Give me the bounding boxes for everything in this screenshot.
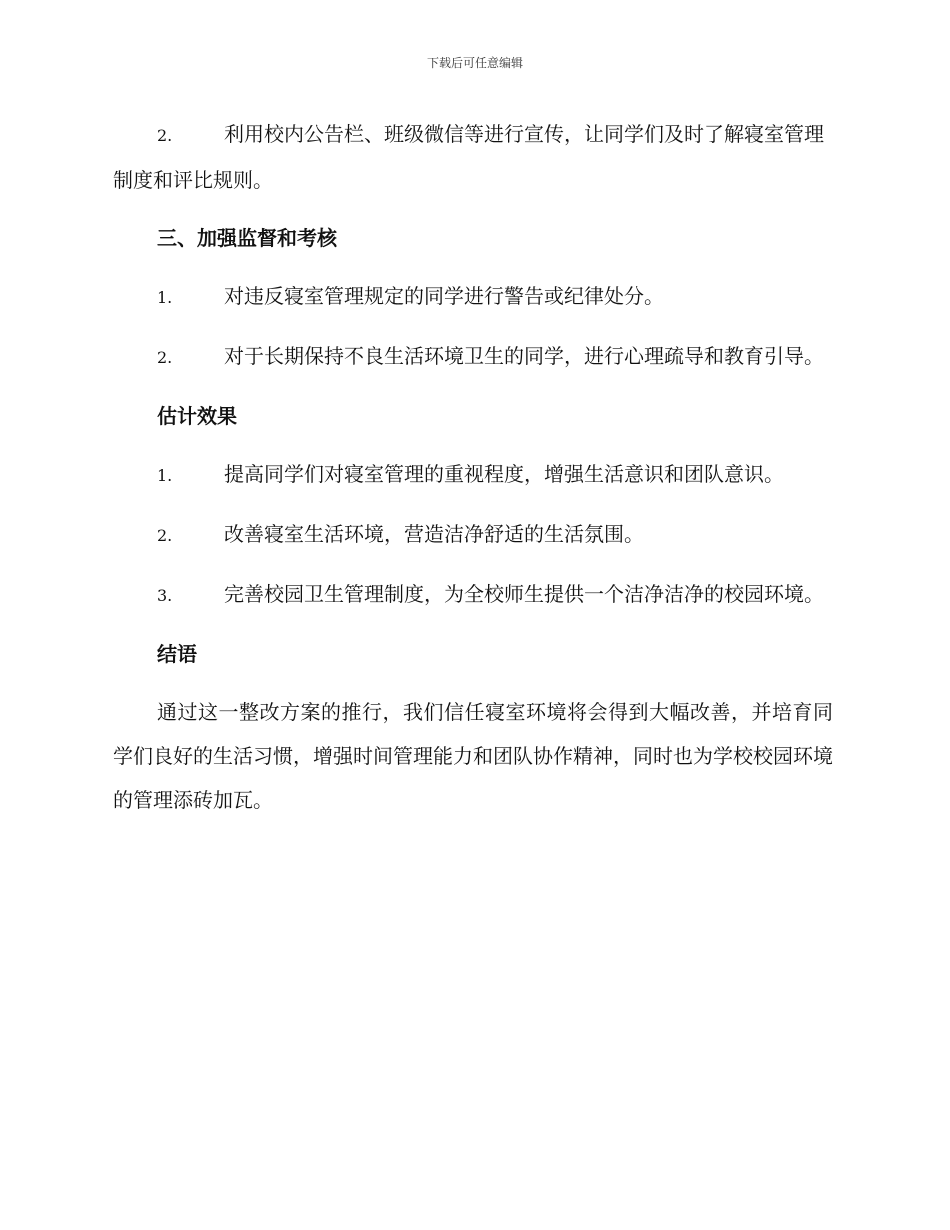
section-heading: 估计效果 xyxy=(157,404,237,428)
page-header: 下载后可任意编辑 xyxy=(426,56,523,70)
list-item-number: 1. xyxy=(157,466,173,485)
list-item-text: 改善寝室生活环境，营造洁净舒适的生活氛围。 xyxy=(224,522,644,546)
list-item-number: 1. xyxy=(157,288,173,307)
list-item-text: 对违反寝室管理规定的同学进行警告或纪律处分。 xyxy=(224,284,664,308)
list-item xyxy=(113,112,833,202)
body-paragraph: 通过这一整改方案的推行，我们信任寝室环境将会得到大幅改善，并培育同学们良好的生活习惯，增强时间管理能力和团队协作精神，同时也为学校校园环境的管理添砖加瓦。 xyxy=(113,700,833,812)
section-heading: 三、加强监督和考核 xyxy=(157,226,337,250)
list-item-text: 对于长期保持不良生活环境卫生的同学，进行心理疏导和教育引导。 xyxy=(224,344,824,368)
list-item-text: 完善校园卫生管理制度，为全校师生提供一个洁净洁净的校园环境。 xyxy=(224,582,824,606)
document-body xyxy=(113,112,833,822)
list-item-number: 2. xyxy=(157,126,173,145)
list-item-number: 2. xyxy=(157,526,173,545)
list-item-text: 利用校内公告栏、班级微信等进行宣传，让同学们及时了解寝室管理制度和评比规则。 xyxy=(113,122,824,192)
list-item xyxy=(113,334,833,380)
list-item-number: 2. xyxy=(157,348,173,367)
list-item xyxy=(113,512,833,558)
section-heading: 结语 xyxy=(157,642,197,666)
list-item xyxy=(113,452,833,498)
list-item-text: 提高同学们对寝室管理的重视程度，增强生活意识和团队意识。 xyxy=(224,462,784,486)
list-item-number: 3. xyxy=(157,586,173,605)
list-item xyxy=(113,572,833,618)
list-item xyxy=(113,274,833,320)
